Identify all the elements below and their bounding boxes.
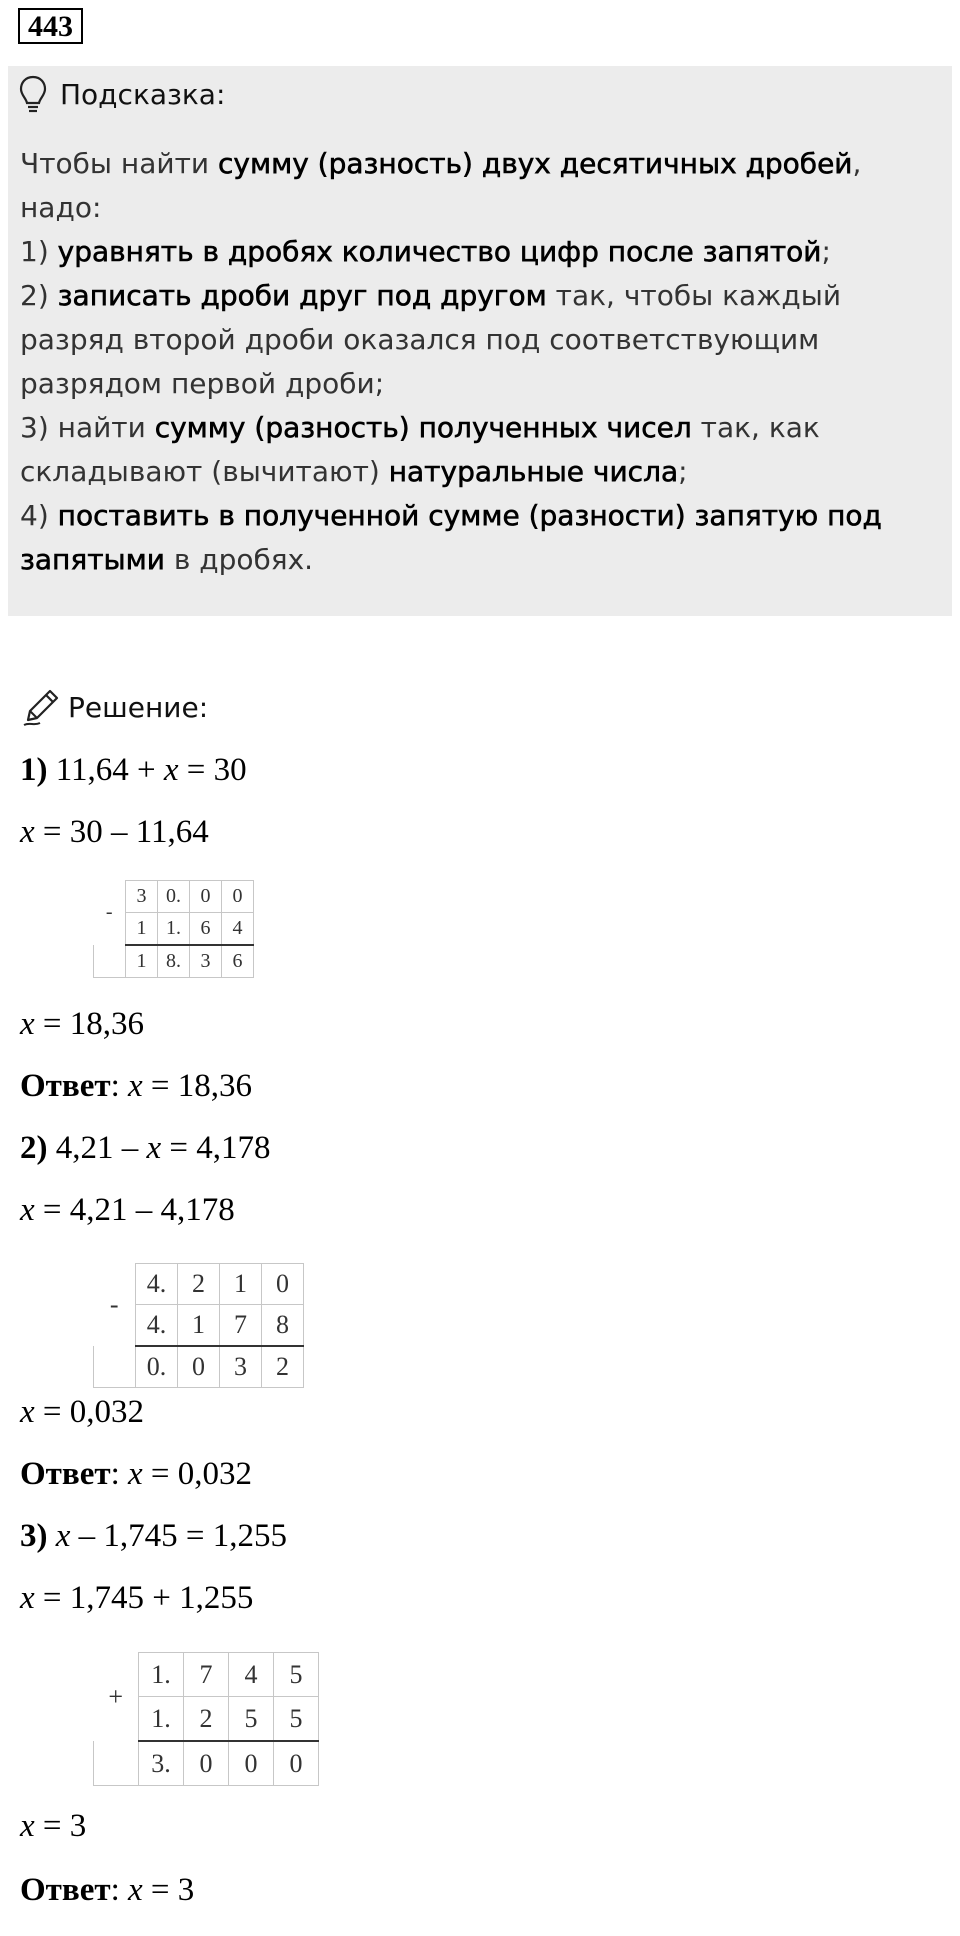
pencil-icon <box>20 686 62 728</box>
calc-digit: 5 <box>229 1697 274 1742</box>
problem-2-result: x = 0,032 <box>20 1394 145 1430</box>
problem-1-result: x = 18,36 <box>20 1006 145 1042</box>
solution-title: Решение: <box>68 690 209 724</box>
solution-header <box>20 685 208 729</box>
calc-digit: 1 <box>126 913 158 946</box>
calc-row <box>94 945 254 978</box>
task-number: 443 <box>18 8 83 44</box>
problem-3-equation: 3) x – 1,745 = 1,255 <box>20 1518 288 1554</box>
calc-digit: 3 <box>220 1346 262 1388</box>
calc-operator <box>94 1741 139 1786</box>
calc-digit: 0 <box>190 881 222 913</box>
calc-digit: 2 <box>178 1264 220 1305</box>
calc-digit: 6 <box>222 945 254 978</box>
problem-3-step: x = 1,745 + 1,255 <box>20 1580 254 1616</box>
calc-digit: 7 <box>220 1305 262 1347</box>
calc-operator: - <box>94 881 126 946</box>
calc-row <box>94 1653 319 1697</box>
hint-box <box>8 66 952 616</box>
calc-digit: 4 <box>229 1653 274 1697</box>
calc-digit: 7 <box>184 1653 229 1697</box>
hint-step-1: 1) уравнять в дробях количество цифр после запятой; <box>20 235 831 268</box>
calc-digit: 2 <box>184 1697 229 1742</box>
problem-1-step: x = 30 – 11,64 <box>20 814 209 850</box>
calc-digit: 1. <box>158 913 190 946</box>
calc-digit: 5 <box>274 1697 319 1742</box>
calc-digit: 0. <box>136 1346 178 1388</box>
problem-2-equation: 2) 4,21 – x = 4,178 <box>20 1130 271 1166</box>
calc-operator <box>94 945 126 978</box>
hint-header <box>18 74 225 114</box>
calc-digit: 0 <box>274 1741 319 1786</box>
calc-digit: 1 <box>178 1305 220 1347</box>
calc-operator <box>94 1346 136 1388</box>
problem-1-answer: Ответ: x = 18,36 <box>20 1068 253 1104</box>
calc-row <box>94 1346 304 1388</box>
calc-digit: 3 <box>126 881 158 913</box>
calc-digit: 3 <box>190 945 222 978</box>
calc-digit: 0. <box>158 881 190 913</box>
calc-digit: 0 <box>178 1346 220 1388</box>
calc-digit: 3. <box>139 1741 184 1786</box>
calc-digit: 4. <box>136 1264 178 1305</box>
problem-3-result: x = 3 <box>20 1808 87 1844</box>
calc-digit: 0 <box>222 881 254 913</box>
calc-digit: 8. <box>158 945 190 978</box>
calc-operator: - <box>94 1264 136 1347</box>
problem-2-column-calc <box>93 1263 304 1388</box>
problem-2-step: x = 4,21 – 4,178 <box>20 1192 235 1228</box>
problem-1-column-calc <box>93 880 254 978</box>
hint-step-3: 3) найти сумму (разность) полученных чисел так, как складывают (вычитают) натуральные числа; <box>20 411 820 488</box>
calc-digit: 1. <box>139 1653 184 1697</box>
calc-digit: 0 <box>229 1741 274 1786</box>
calc-row <box>94 1264 304 1305</box>
calc-row <box>94 1741 319 1786</box>
hint-title: Подсказка: <box>60 77 226 111</box>
calc-digit: 8 <box>262 1305 304 1347</box>
calc-digit: 1 <box>126 945 158 978</box>
lightbulb-icon <box>18 74 48 114</box>
calc-digit: 4 <box>222 913 254 946</box>
calc-digit: 0 <box>184 1741 229 1786</box>
problem-3-answer: Ответ: x = 3 <box>20 1872 195 1908</box>
calc-digit: 1. <box>139 1697 184 1742</box>
hint-intro: Чтобы найти сумму (разность) двух десятичных дробей, надо: <box>20 147 862 224</box>
problem-3-column-calc <box>93 1652 319 1786</box>
calc-operator: + <box>94 1653 139 1742</box>
hint-text <box>20 142 945 582</box>
calc-digit: 2 <box>262 1346 304 1388</box>
calc-digit: 0 <box>262 1264 304 1305</box>
calc-digit: 4. <box>136 1305 178 1347</box>
calc-row <box>94 881 254 913</box>
problem-1-equation: 1) 11,64 + x = 30 <box>20 752 247 788</box>
hint-step-2: 2) записать дроби друг под другом так, чтобы каждый разряд второй дроби оказался под соответствующим разрядом первой дроби; <box>20 279 842 400</box>
hint-step-4: 4) поставить в полученной сумме (разности) запятую под запятыми в дробях. <box>20 499 882 576</box>
calc-digit: 5 <box>274 1653 319 1697</box>
calc-digit: 6 <box>190 913 222 946</box>
calc-digit: 1 <box>220 1264 262 1305</box>
problem-2-answer: Ответ: x = 0,032 <box>20 1456 253 1492</box>
